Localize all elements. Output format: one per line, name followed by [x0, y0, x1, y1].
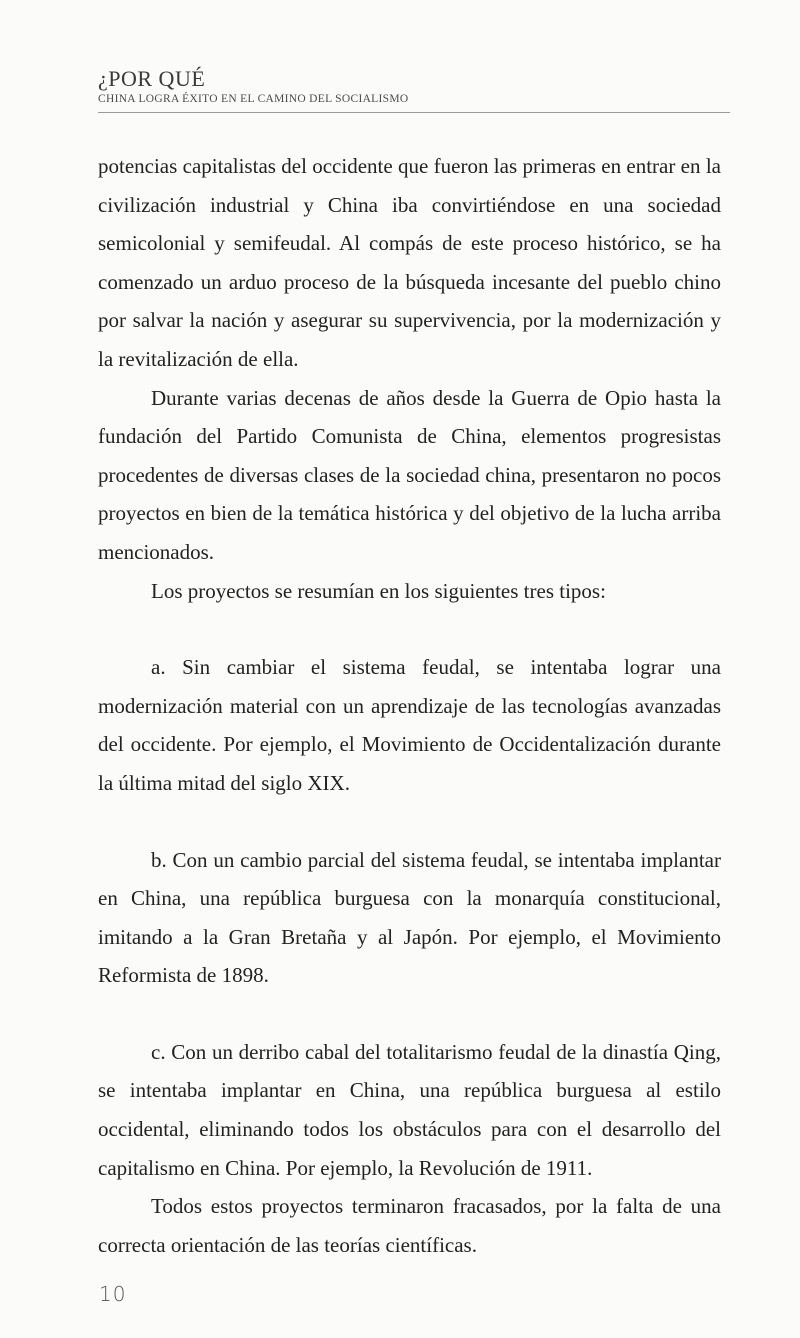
- book-title: ¿POR QUÉ: [98, 66, 206, 91]
- paragraph-history: Durante varias decenas de años desde la Guerra de Opio hasta la fundación del Partido Comunista de China, elementos progresistas procedentes de diversas clases de la sociedad china, presentaron no pocos proyectos en bien de la temática histórica y del objetivo de la lucha arriba mencionados.: [98, 385, 721, 564]
- header-divider: [98, 112, 730, 113]
- list-item-a: a. Sin cambiar el sistema feudal, se intentaba lograr una modernización material con un aprendizaje de las tecnologías avanzadas del occidente. Por ejemplo, el Movimiento de Occidentalización durante la última mitad del siglo XIX.: [98, 655, 721, 795]
- page-number: 10: [99, 1282, 127, 1306]
- paragraph-intro-list: Los proyectos se resumían en los siguientes tres tipos:: [151, 578, 606, 603]
- paragraph-conclusion: Todos estos proyectos terminaron fracasados, por la falta de una correcta orientación de las teorías científicas.: [98, 1194, 721, 1257]
- running-header: [98, 68, 730, 106]
- page-body: [98, 147, 721, 1264]
- book-subtitle: CHINA LOGRA ÉXITO EN EL CAMINO DEL SOCIALISMO: [98, 93, 409, 105]
- paragraph-spacer: [98, 803, 721, 841]
- paragraph-spacer: [98, 610, 721, 648]
- list-item-b: b. Con un cambio parcial del sistema feudal, se intentaba implantar en China, una república burguesa con la monarquía constitucional, imitando a la Gran Bretaña y al Japón. Por ejemplo, el Movimiento Reformista de 1898.: [98, 847, 721, 988]
- paragraph-spacer: [98, 995, 721, 1033]
- paragraph-continuation: potencias capitalistas del occidente que fueron las primeras en entrar en la civilización industrial y China iba convirtiéndose en una sociedad semicolonial y semifeudal. Al compás de este proceso histórico, se ha comenzado un arduo proceso de la búsqueda incesante del pueblo chino por salvar la nación y asegurar su supervivencia, por la modernización y la revitalización de ella.: [98, 154, 721, 371]
- list-item-c: c. Con un derribo cabal del totalitarismo feudal de la dinastía Qing, se intentaba implantar en China, una república burguesa al estilo occidental, eliminando todos los obstáculos para con el desarrollo del capitalismo en China. Por ejemplo, la Revolución de 1911.: [98, 1039, 721, 1180]
